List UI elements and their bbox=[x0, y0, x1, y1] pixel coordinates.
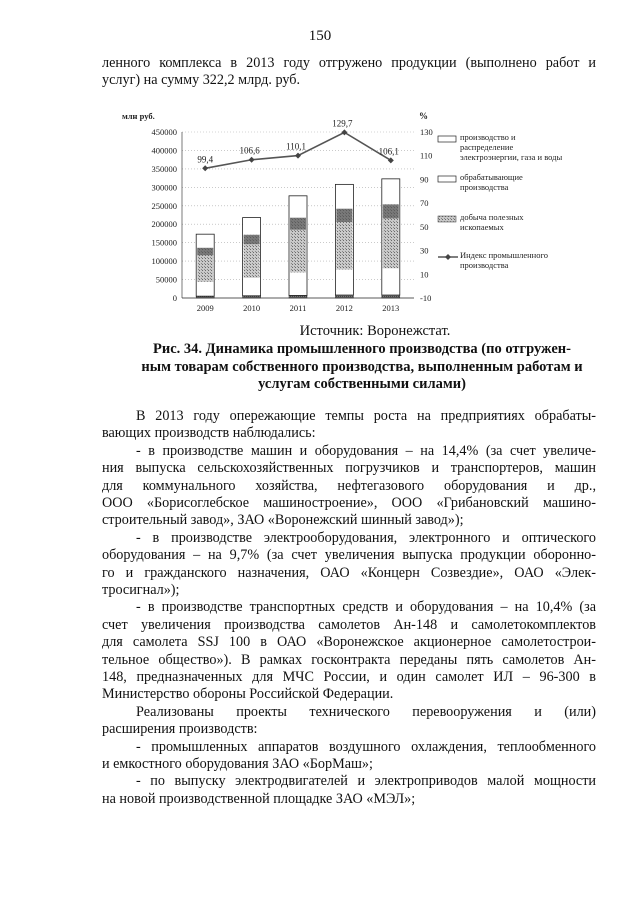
legend-label: производства bbox=[460, 182, 509, 192]
legend-label: распределение bbox=[460, 142, 514, 152]
body-paragraph bbox=[102, 443, 596, 530]
text-line: для коммунального хозяйства, нефтегазового оборудования и др., bbox=[102, 477, 596, 494]
text-line: го и гражданского назначения, ОАО «Концерн Созвездие», ОАО «Элек- bbox=[102, 564, 596, 581]
legend-swatch bbox=[438, 216, 456, 222]
y-tick-label: 350000 bbox=[151, 163, 177, 174]
y2-axis-title: % bbox=[419, 111, 428, 121]
y-tick-label: 200000 bbox=[151, 219, 177, 230]
legend-label: обрабатывающие bbox=[460, 172, 523, 182]
index-label: 129,7 bbox=[332, 118, 353, 129]
chart-source: Источник: Воронежстат. bbox=[299, 323, 451, 339]
legend-label: производство и bbox=[460, 132, 516, 142]
body-paragraph bbox=[102, 408, 596, 443]
y-tick-label: 300000 bbox=[151, 182, 177, 193]
y-tick-label: 250000 bbox=[151, 200, 177, 211]
bar-band bbox=[336, 209, 352, 222]
x-tick-label: 2009 bbox=[196, 303, 214, 313]
text-line: ния выпуска сельскохозяйственных погрузчиков и транспортеров, машин bbox=[102, 460, 596, 477]
text-line: - в производстве транспортных средств и оборудования – на 10,4% (за bbox=[136, 599, 596, 616]
y2-tick-label: -10 bbox=[420, 293, 432, 303]
text-line: оборудования – на 9,7% (за счет увеличения выпуска продукции оборонно- bbox=[102, 547, 596, 564]
legend-label: производства bbox=[460, 260, 509, 270]
y2-tick-label: 130 bbox=[420, 127, 433, 137]
text-line: тросигнал»); bbox=[102, 581, 180, 598]
text-line: для самолета SSJ 100 в ОАО «Воронежское акционерное самолетострои- bbox=[102, 634, 596, 651]
legend-swatch bbox=[438, 136, 456, 142]
text-line: счет увеличения производства самолетов Ан-148 и самолетокомплектов bbox=[102, 616, 596, 633]
y-tick-label: 450000 bbox=[151, 127, 177, 137]
legend-label: электроэнергии, газа и воды bbox=[460, 152, 563, 162]
text-line: 148, предназначенных для МЧС России, и один самолет ИЛ – 96-300 в bbox=[102, 668, 596, 685]
text-line: и емкостного оборудования ЗАО «БорМаш»; bbox=[102, 755, 373, 772]
text-line: ООО «Борисоглебское машиностроение», ООО «Грибановский машино- bbox=[102, 494, 596, 511]
y2-tick-label: 90 bbox=[420, 174, 429, 185]
y-tick-label: 400000 bbox=[151, 145, 177, 156]
bar-mining bbox=[382, 295, 400, 298]
intro-paragraph bbox=[102, 55, 596, 90]
text-line: Реализованы проекты технического перевооружения и (или) bbox=[136, 703, 596, 720]
bar-mining bbox=[335, 295, 353, 298]
bar-band bbox=[244, 235, 260, 244]
page-number: 150 bbox=[308, 28, 332, 44]
body-paragraph bbox=[102, 599, 596, 703]
index-point bbox=[202, 165, 208, 171]
text-line: строительный завод», ЗАО «Воронежский шинный завод»); bbox=[102, 512, 464, 529]
text-line: - по выпуску электродвигателей и электроприводов малой мощности bbox=[136, 773, 596, 790]
y2-tick-label: 50 bbox=[420, 221, 429, 232]
y-tick-label: 100000 bbox=[151, 256, 177, 267]
text-line: расширения производств: bbox=[102, 721, 258, 738]
y-axis-title: млн руб. bbox=[122, 111, 155, 121]
bar-band bbox=[383, 204, 399, 218]
text-line: услуг) на сумму 322,2 млрд. руб. bbox=[102, 72, 301, 89]
bar-band bbox=[290, 218, 306, 230]
legend-label: добыча полезных bbox=[460, 212, 524, 222]
body-paragraph bbox=[102, 773, 596, 808]
body-paragraph bbox=[102, 739, 596, 774]
chart-bars bbox=[196, 179, 400, 298]
x-tick-label: 2010 bbox=[243, 303, 261, 313]
figure-caption bbox=[112, 341, 612, 394]
index-label: 110,1 bbox=[286, 141, 306, 152]
bar-band bbox=[197, 248, 213, 255]
text-line: - в производстве электрооборудования, электронного и оптического bbox=[136, 529, 596, 546]
text-line: В 2013 году опережающие темпы роста на предприятиях обрабаты- bbox=[136, 408, 596, 424]
index-label: 106,1 bbox=[378, 146, 399, 157]
caption-line: услугам собственными силами) bbox=[258, 376, 466, 392]
index-label: 106,6 bbox=[239, 145, 260, 156]
x-tick-label: 2011 bbox=[289, 303, 307, 313]
text-line: ленного комплекса в 2013 году отгружено продукции (выполнено работ и bbox=[102, 55, 596, 71]
index-line bbox=[197, 118, 399, 171]
caption-line: Рис. 34. Динамика промышленного производства (по отгружен- bbox=[153, 341, 571, 357]
x-tick-label: 2012 bbox=[335, 303, 353, 313]
legend-marker bbox=[445, 254, 451, 260]
y-tick-label: 150000 bbox=[151, 237, 177, 248]
text-line: вающих производств наблюдались: bbox=[102, 425, 316, 442]
y-tick-label: 50000 bbox=[155, 274, 177, 285]
index-label: 99,4 bbox=[197, 154, 214, 165]
text-line: тельное общество»). В рамках госконтракта переданы пять самолетов Ан- bbox=[102, 651, 596, 668]
y-tick-label: 0 bbox=[172, 293, 177, 303]
x-tick-label: 2013 bbox=[382, 303, 400, 313]
y2-tick-label: 70 bbox=[420, 198, 429, 209]
index-point bbox=[249, 157, 255, 163]
text-line: - промышленных аппаратов воздушного охлаждения, теплообменного bbox=[136, 738, 596, 755]
index-point bbox=[295, 153, 301, 159]
body-paragraph bbox=[102, 704, 596, 739]
text-line: Министерство обороны Российской Федерации. bbox=[102, 686, 394, 703]
legend-label: Индекс промышленного bbox=[460, 250, 549, 260]
y2-tick-label: 30 bbox=[420, 245, 429, 256]
legend-swatch bbox=[438, 176, 456, 182]
chart-legend bbox=[438, 132, 562, 270]
legend-label: ископаемых bbox=[460, 222, 504, 232]
text-line: на новой производственной площадке ЗАО «МЭЛ»; bbox=[102, 790, 416, 807]
text-line: - в производстве машин и оборудования – на 14,4% (за счет увеличе- bbox=[136, 442, 596, 459]
body-paragraph bbox=[102, 530, 596, 600]
caption-line: ным товарам собственного производства, выполненным работам и bbox=[141, 358, 583, 375]
industry-chart bbox=[100, 108, 600, 318]
y2-tick-label: 110 bbox=[420, 150, 433, 161]
y2-tick-label: 10 bbox=[420, 269, 429, 280]
